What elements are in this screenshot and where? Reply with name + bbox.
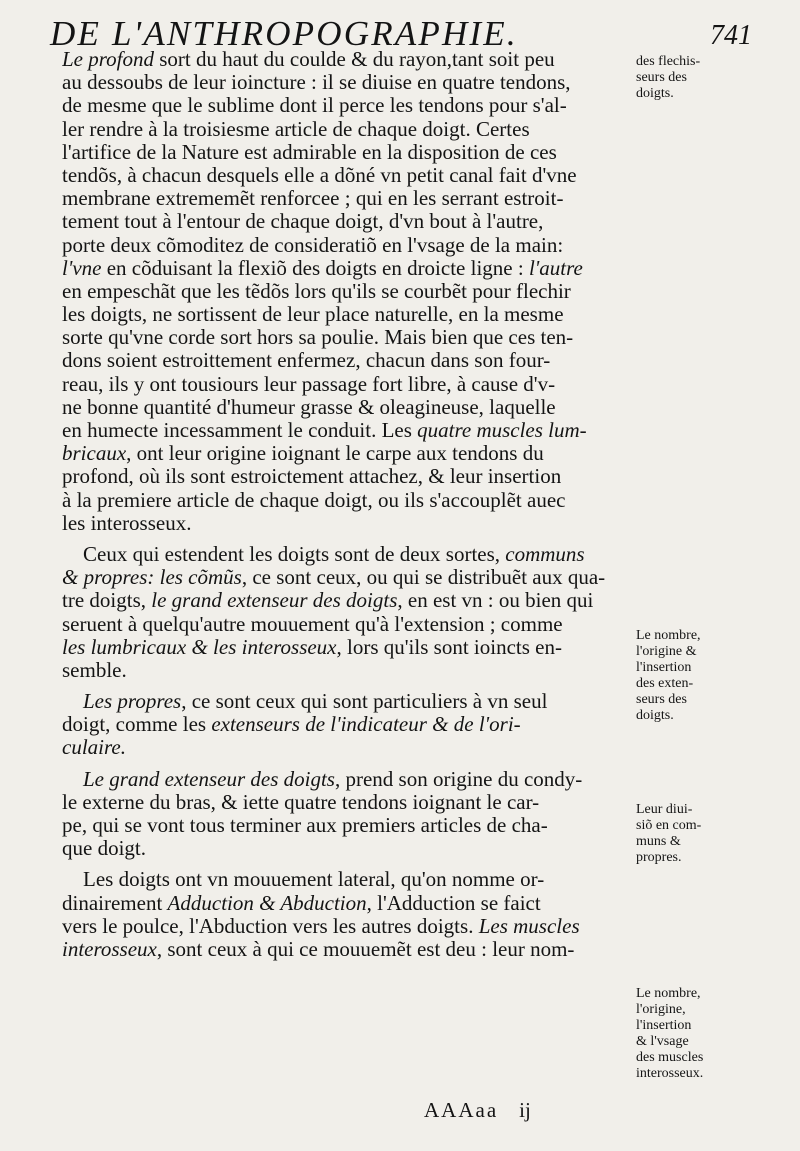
italic-run: bricaux	[62, 442, 127, 466]
paragraph-gap	[62, 682, 632, 690]
italic-run: quatre muscles lum-	[417, 419, 587, 442]
text-line	[62, 566, 632, 589]
text-run: au dessoubs de leur ioincture : il se diuise en quatre tendons,	[62, 71, 571, 95]
margin-note-line: des exten-	[636, 676, 694, 691]
text-run: profond, où ils sont estroictement attachez, & leur insertion	[62, 465, 562, 489]
margin-note	[636, 628, 736, 724]
margin-note-line: Le nombre,	[636, 986, 701, 1001]
text-line	[62, 543, 632, 566]
text-line	[62, 736, 632, 759]
text-run: dons soient estroittement enfermez, chacun dans son four-	[62, 349, 551, 373]
text-run: membrane extrememẽt renforcee ; qui en les serrant estroit-	[62, 187, 564, 211]
text-run: , en est vn : ou bien qui	[397, 589, 594, 613]
page-footer	[424, 1098, 531, 1123]
italic-run: l'autre	[528, 256, 583, 280]
text-line	[62, 326, 632, 349]
text-run: , sont ceux à qui ce mouuemẽt est deu : leur nom-	[156, 937, 575, 961]
italic-run: Le grand extenseur des doigts	[62, 767, 335, 791]
text-line	[62, 512, 632, 535]
text-line	[62, 419, 632, 442]
text-run: les interosseux.	[62, 511, 192, 535]
text-line	[62, 915, 632, 938]
text-line	[62, 892, 632, 915]
text-run: seruent à quelqu'autre mouuement qu'à l'extension ; comme	[62, 612, 563, 636]
text-run: ne bonne quantité d'humeur grasse & oleagineuse, laquelle	[62, 395, 556, 419]
margin-note-line: interosseux.	[636, 1066, 704, 1081]
text-run: , ce sont ceux, ou qui se distribuẽt aux qua-	[241, 566, 606, 590]
text-run: les doigts, ne sortissent de leur place naturelle, en la mesme	[62, 303, 564, 327]
paragraph-gap	[62, 760, 632, 768]
margin-note-line: Le nombre,	[636, 628, 701, 643]
text-run: Ceux qui estendent les doigts sont de deux sortes,	[62, 542, 506, 566]
text-line	[62, 837, 632, 860]
margin-note-line: l'origine &	[636, 644, 697, 659]
text-run: porte deux cõmoditez de consideratiõ en l'vsage de la main:	[62, 233, 564, 257]
text-run: , prend son origine du condy-	[334, 767, 583, 791]
margin-note	[636, 802, 736, 866]
margin-note-line: des muscles	[636, 1050, 704, 1065]
text-line	[62, 373, 632, 396]
text-line	[62, 94, 632, 117]
margin-note-line: propres.	[636, 850, 682, 865]
italic-run: Le profond	[62, 48, 154, 71]
text-run: vers le poulce, l'Abduction vers les autres doigts.	[62, 914, 479, 938]
italic-run: extenseurs de l'indicateur & de l'ori-	[211, 713, 521, 737]
text-line	[62, 257, 632, 280]
text-line	[62, 141, 632, 164]
text-line	[62, 659, 632, 682]
paragraph-gap	[62, 535, 632, 543]
text-line	[62, 814, 632, 837]
text-run: l'artifice de la Nature est admirable en la disposition de ces	[62, 140, 557, 164]
text-line	[62, 71, 632, 94]
text-run: tre doigts,	[62, 589, 152, 613]
text-line	[62, 613, 632, 636]
margin-note	[636, 986, 736, 1082]
italic-run: les lumbricaux & les interosseux	[62, 635, 337, 659]
text-run: , lors qu'ils sont ioincts en-	[336, 635, 562, 659]
text-line	[62, 48, 632, 71]
running-title: DE L'ANTHROPOGRAPHIE.	[50, 14, 518, 53]
margin-note-line: doigts.	[636, 708, 674, 723]
text-run: tement tout à l'entour de chaque doigt, d'vn bout à l'autre,	[62, 210, 544, 234]
text-line	[62, 589, 632, 612]
text-run: , ont leur origine ioignant le carpe aux tendons du	[126, 442, 544, 466]
text-run: que doigt.	[62, 837, 146, 861]
margin-note-line: muns &	[636, 834, 681, 849]
italic-run: le grand extenseur des doigts	[151, 589, 398, 613]
text-run: tendõs, à chacun desquels elle a dõné vn petit canal fait d'vne	[62, 163, 577, 187]
text-run: le externe du bras, & iette quatre tendons ioignant le car-	[62, 790, 540, 814]
margin-note-line: siõ en com-	[636, 818, 702, 833]
text-run: en cõduisant la flexiõ des doigts en droicte ligne :	[101, 256, 529, 280]
text-run: , ce sont ceux qui sont particuliers à vn seul	[181, 690, 548, 714]
margin-note-line: & l'vsage	[636, 1034, 689, 1049]
margin-note-line: des flechis-	[636, 54, 701, 69]
text-line	[62, 465, 632, 488]
text-line	[62, 118, 632, 141]
text-line	[62, 768, 632, 791]
body-text	[62, 48, 632, 961]
margin-note-line: l'insertion	[636, 1018, 692, 1033]
paragraph-gap	[62, 860, 632, 868]
margin-note-line: Leur diui-	[636, 802, 693, 817]
margin-note-line: l'insertion	[636, 660, 692, 675]
text-run: en empeschãt que les tẽdõs lors qu'ils se courbẽt pour flechir	[62, 279, 571, 303]
text-run: Les doigts ont vn mouuement lateral, qu'on nomme or-	[62, 868, 545, 892]
text-line	[62, 636, 632, 659]
italic-run: l'vne	[62, 256, 102, 280]
text-line	[62, 938, 632, 961]
italic-run: Adduction & Abduction	[167, 891, 367, 915]
italic-run: Les propres	[62, 690, 182, 714]
text-line	[62, 442, 632, 465]
text-line	[62, 868, 632, 891]
margin-note-line: seurs des	[636, 70, 687, 85]
text-run: pe, qui se vont tous terminer aux premiers articles de cha-	[62, 814, 548, 837]
leaf-number: ij	[519, 1098, 531, 1122]
margin-note-line: l'origine,	[636, 1002, 686, 1017]
text-line	[62, 396, 632, 419]
text-line	[62, 234, 632, 257]
margin-note	[636, 54, 736, 102]
margin-note-line: seurs des	[636, 692, 687, 707]
text-line	[62, 791, 632, 814]
text-run: en humecte incessamment le conduit. Les	[62, 419, 418, 442]
text-line	[62, 713, 632, 736]
signature-mark: AAAaa	[424, 1098, 499, 1122]
text-run: à la premiere article de chaque doigt, ou ils s'accouplẽt auec	[62, 488, 566, 512]
text-run: sorte qu'vne corde sort hors sa poulie. Mais bien que ces ten-	[62, 326, 574, 350]
margin-note-line: doigts.	[636, 86, 674, 101]
text-run: doigt, comme les	[62, 713, 212, 737]
text-line	[62, 349, 632, 372]
italic-run: Les muscles	[478, 914, 580, 938]
text-run: , l'Adduction se faict	[366, 891, 541, 915]
italic-run: communs	[505, 542, 585, 566]
text-run: semble.	[62, 658, 127, 682]
text-line	[62, 210, 632, 233]
italic-run: culaire.	[62, 736, 126, 760]
text-line	[62, 280, 632, 303]
text-run: dinairement	[62, 891, 168, 915]
text-run: de mesme que le sublime dont il perce les tendons pour s'al-	[62, 94, 567, 118]
page-number: 741	[710, 20, 752, 51]
text-line	[62, 690, 632, 713]
italic-run: interosseux	[62, 937, 157, 961]
text-run: sort du haut du coulde & du rayon,tant soit peu	[153, 48, 555, 71]
text-line	[62, 303, 632, 326]
text-run: reau, ils y ont tousiours leur passage fort libre, à cause d'v-	[62, 372, 556, 396]
text-line	[62, 164, 632, 187]
italic-run: & propres: les cõmũs	[62, 566, 242, 590]
text-line	[62, 187, 632, 210]
text-line	[62, 489, 632, 512]
text-run: ler rendre à la troisiesme article de chaque doigt. Certes	[62, 117, 530, 141]
